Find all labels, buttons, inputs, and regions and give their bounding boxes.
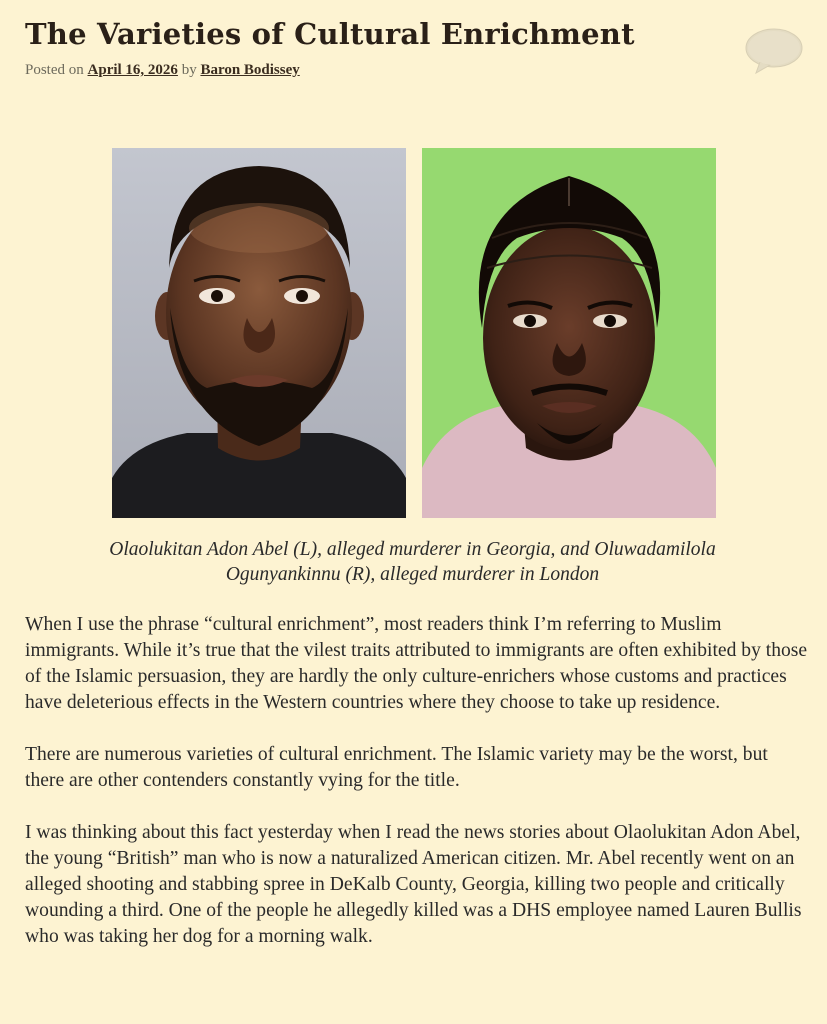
post-title: The Varieties of Cultural Enrichment	[25, 17, 635, 51]
author-link[interactable]: Baron Bodissey	[200, 62, 300, 78]
right-mugshot-image	[422, 148, 716, 518]
image-caption	[40, 537, 785, 587]
post-meta	[25, 62, 300, 79]
post-body	[25, 612, 810, 976]
paragraph: When I use the phrase “cultural enrichment”, most readers think I’m referring to Muslim immigrants. While it’s true that the vilest traits attributed to immigrants are often exhibited by those of the Islamic persuasion, they are hardly the only culture-enrichers whose customs and practices have deleterious effects in the Western countries where they choose to take up residence.	[25, 614, 808, 713]
caption-line: Ogunyankinnu (R), alleged murderer in London	[225, 564, 600, 585]
comment-bubble-icon[interactable]	[744, 26, 804, 76]
posted-on-label: Posted on	[25, 62, 84, 78]
left-mugshot-image	[112, 148, 406, 518]
by-label: by	[181, 62, 197, 78]
caption-line: Olaolukitan Adon Abel (L), alleged murderer in Georgia, and Oluwadamilola	[109, 539, 716, 560]
paragraph: There are numerous varieties of cultural enrichment. The Islamic variety may be the worst, but there are other contenders constantly vying for the title.	[25, 744, 768, 791]
paragraph: I was thinking about this fact yesterday when I read the news stories about Olaolukitan Adon Abel, the young “British” man who is now a naturalized American citizen. Mr. Abel recently went on an alleged shooting and stabbing spree in DeKalb County, Georgia, killing two people and critically wounding a third. One of the people he allegedly killed was a DHS employee named Lauren Bullis who was taking her dog for a morning walk.	[25, 822, 802, 947]
post-date-link[interactable]: April 16, 2026	[87, 62, 178, 78]
